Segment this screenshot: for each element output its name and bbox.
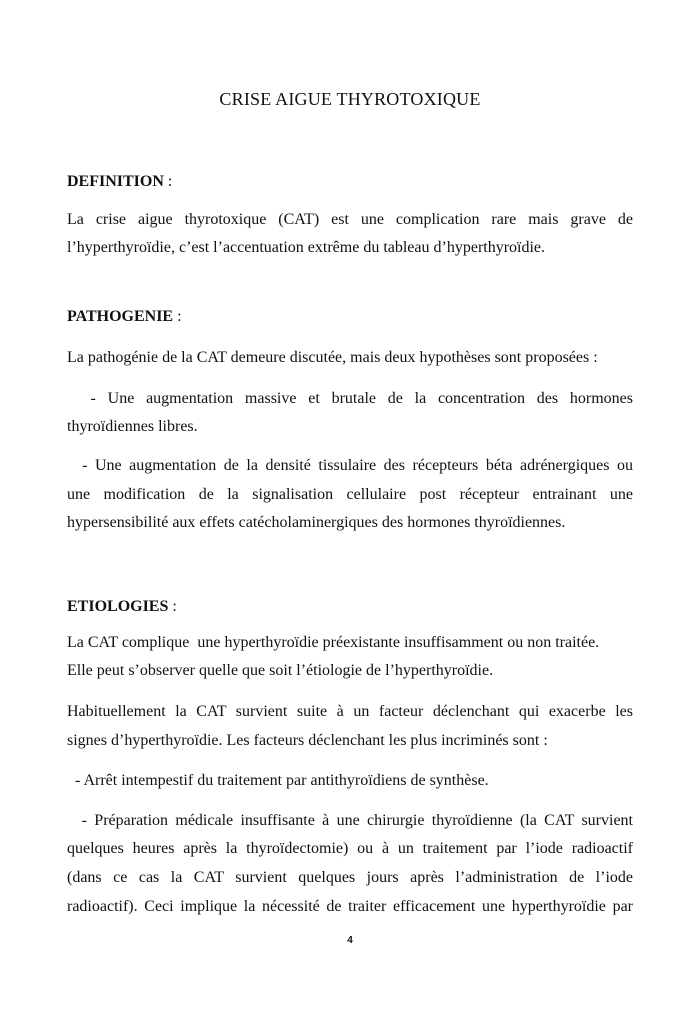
pathogenie-bullet-1-line-2: thyroïdiennes libres.: [67, 418, 198, 435]
heading-colon: :: [163, 173, 173, 190]
heading-text: PATHOGENIE: [67, 308, 174, 325]
heading-colon: :: [168, 598, 177, 615]
heading-text: DEFINITION: [67, 173, 164, 190]
section-heading-definition: [67, 172, 172, 192]
page-number: 4: [347, 935, 353, 946]
etiologies-bullet-1-line-1: - Arrêt intempestif du traitement par antithyroïdiens de synthèse.: [67, 772, 489, 789]
etiologies-bullet-2-line-1: - Préparation médicale insuffisante à une chirurgie thyroïdienne (la CAT survient: [67, 812, 633, 829]
etiologies-para-2-line-2: signes d’hyperthyroïdie. Les facteurs déclenchant les plus incriminés sont :: [67, 732, 548, 749]
etiologies-para-2-line-1: Habituellement la CAT survient suite à un facteur déclenchant qui exacerbe les: [67, 703, 633, 720]
pathogenie-intro: La pathogénie de la CAT demeure discutée, mais deux hypothèses sont proposées :: [67, 349, 598, 366]
pathogenie-bullet-2-line-3: hypersensibilité aux effets catécholaminergiques des hormones thyroïdiennes.: [67, 514, 566, 531]
heading-colon: :: [173, 308, 182, 325]
section-heading-etiologies: [67, 597, 177, 617]
definition-line-2: l’hyperthyroïdie, c’est l’accentuation extrême du tableau d’hyperthyroïdie.: [67, 239, 546, 256]
etiologies-para-1-line-2: Elle peut s’observer quelle que soit l’étiologie de l’hyperthyroïdie.: [67, 662, 494, 679]
etiologies-bullet-2-line-2: quelques heures après la thyroïdectomie) ou à un traitement par l’iode radioactif: [67, 840, 633, 857]
pathogenie-bullet-2-line-1: - Une augmentation de la densité tissulaire des récepteurs béta adrénergiques ou: [67, 457, 634, 474]
etiologies-bullet-2-line-3: (dans ce cas la CAT survient quelques jours après l’administration de l’iode: [67, 869, 633, 886]
pathogenie-bullet-1-line-1: - Une augmentation massive et brutale de la concentration des hormones: [67, 390, 634, 407]
page-title: CRISE AIGUE THYROTOXIQUE: [219, 89, 481, 109]
etiologies-para-1-line-1: La CAT complique une hyperthyroïdie préexistante insuffisamment ou non traitée.: [67, 634, 600, 651]
pathogenie-bullet-2-line-2: une modification de la signalisation cellulaire post récepteur entrainant une: [67, 486, 633, 503]
heading-text: ETIOLOGIES: [67, 598, 169, 615]
etiologies-bullet-2-line-4: radioactif). Ceci implique la nécessité de traiter efficacement une hyperthyroïdie par: [67, 898, 633, 915]
section-heading-pathogenie: [67, 307, 182, 327]
definition-line-1: La crise aigue thyrotoxique (CAT) est une complication rare mais grave de: [67, 211, 633, 228]
